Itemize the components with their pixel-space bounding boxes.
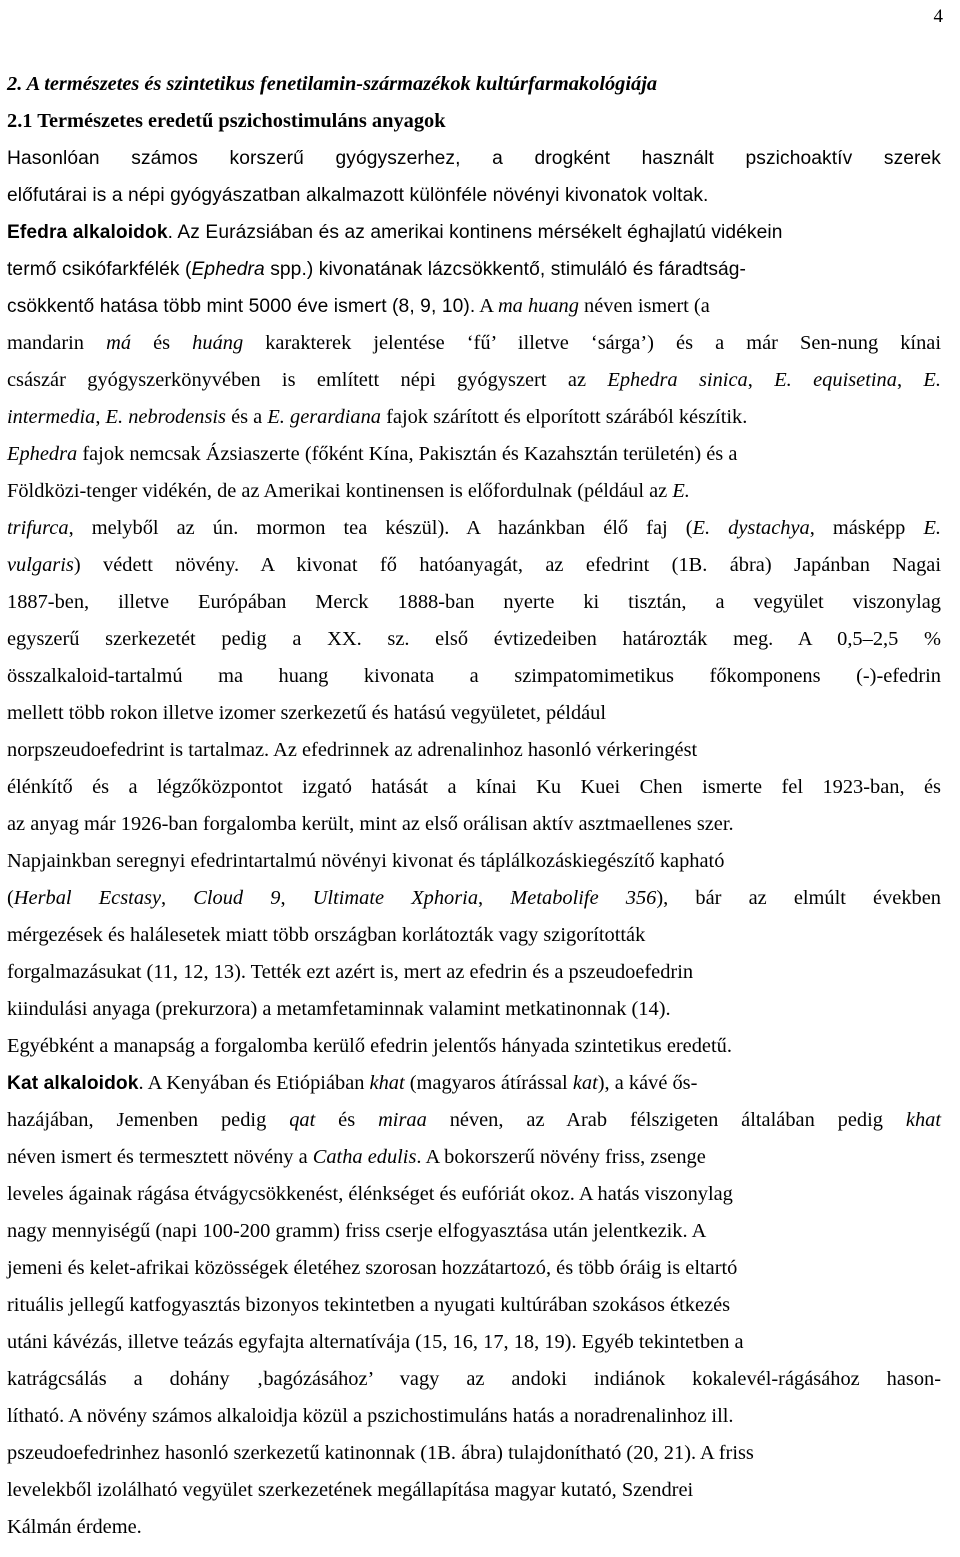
text-run: . Az Eurázsiában és az amerikai kontinens mérsékelt éghajlatú vidékein bbox=[167, 222, 783, 243]
text-run: , bbox=[747, 369, 775, 391]
text-run: néven ismert (a bbox=[578, 295, 710, 317]
text-run: A bbox=[475, 295, 498, 317]
text-line bbox=[7, 214, 941, 251]
text-run: jemeni és kelet-afrikai közösségek életéhez szorosan hozzátartozó, és több óráig is eltartó bbox=[7, 1257, 738, 1279]
text-run: E. bbox=[672, 480, 690, 502]
text-run: lítható. A növény számos alkaloidja közül a pszichostimuláns hatás a noradrenalinhoz ill. bbox=[7, 1405, 734, 1427]
text-run: E. nebrodensis bbox=[105, 406, 226, 428]
text-run: ( bbox=[7, 887, 14, 909]
text-run: , bbox=[95, 406, 106, 428]
text-line bbox=[7, 547, 941, 584]
text-line bbox=[7, 1509, 941, 1546]
text-run: előfutárai is a népi gyógyászatban alkalmazott különféle növényi kivonatok voltak. bbox=[7, 185, 709, 206]
text-line bbox=[7, 1250, 941, 1287]
text-run: Ephedra bbox=[7, 443, 78, 465]
text-run: Ephedra bbox=[191, 259, 265, 280]
text-run: katrágcsálás a dohány ‚bagózásához’ vagy az andoki indiánok kokalevél-rágásához hason- bbox=[7, 1368, 941, 1390]
text-line bbox=[7, 1102, 941, 1139]
text-run: E. equisetina bbox=[774, 369, 897, 391]
text-run: Napjainkban seregnyi efedrintartalmú növényi kivonat és táplálkozáskiegészítő kapható bbox=[7, 850, 725, 872]
text-line bbox=[7, 843, 941, 880]
text-line bbox=[7, 806, 941, 843]
text-line bbox=[7, 1213, 941, 1250]
text-run: intermedia bbox=[7, 406, 96, 428]
text-run: néven, az Arab félszigeten általában pedig bbox=[426, 1109, 906, 1131]
text-line bbox=[7, 399, 941, 436]
text-run: Kat alkaloidok bbox=[7, 1073, 139, 1094]
text-line bbox=[7, 251, 941, 288]
text-run: khat bbox=[905, 1109, 942, 1131]
text-run: 1887-ben, illetve Európában Merck 1888-ban nyerte ki tisztán, a vegyület viszonylag bbox=[7, 591, 941, 613]
body-text bbox=[7, 140, 941, 1546]
text-run: E. bbox=[923, 517, 941, 539]
text-line bbox=[7, 917, 941, 954]
text-run: élénkítő és a légzőközpontot izgató hatását a kínai Ku Kuei Chen ismerte fel 1923-ban, és bbox=[7, 776, 941, 798]
text-run: , melyből az ún. mormon tea készül). A hazánkban élő faj ( bbox=[68, 517, 693, 539]
text-run: má bbox=[106, 332, 132, 354]
subsection-heading: 2.1 Természetes eredetű pszichostimuláns anyagok bbox=[7, 110, 446, 132]
text-run: pszeudoefedrinhez hasonló szerkezetű katinonnak (1B. ábra) tulajdonítható (20, 21). A friss bbox=[7, 1442, 754, 1464]
text-run: , bbox=[896, 369, 924, 391]
text-run: miraa bbox=[378, 1109, 427, 1131]
text-run: Földközi-tenger vidékén, de az Amerikai kontinensen is előfordulnak (például az bbox=[7, 480, 673, 502]
text-line bbox=[7, 1324, 941, 1361]
text-run: az anyag már 1926-ban forgalomba került, mint az első orálisan aktív asztmaellenes szer. bbox=[7, 813, 734, 835]
text-run: rituális jellegű katfogyasztás bizonyos tekintetben a nyugati kultúrában szokásos étkezés bbox=[7, 1294, 731, 1316]
text-run: hazájában, Jemenben pedig bbox=[7, 1109, 290, 1131]
text-run: mérgezések és halálesetek miatt több országban korlátozták vagy szigorították bbox=[7, 924, 646, 946]
text-line bbox=[7, 769, 941, 806]
text-run: kiindulási anyaga (prekurzora) a metamfetaminnak valamint metkatinonnak (14). bbox=[7, 998, 671, 1020]
document-body bbox=[7, 66, 941, 1546]
text-line bbox=[7, 1028, 941, 1065]
text-run: , bbox=[280, 887, 313, 909]
text-run: ), bár az elmúlt években bbox=[656, 887, 941, 909]
text-run: , másképp bbox=[809, 517, 924, 539]
text-line bbox=[7, 362, 941, 399]
text-line bbox=[7, 695, 941, 732]
text-run: Ultimate Xphoria bbox=[312, 887, 479, 909]
text-run: norpszeudoefedrint is tartalmaz. Az efedrinnek az adrenalinhoz hasonló vérkeringést bbox=[7, 739, 698, 761]
text-line bbox=[7, 1398, 941, 1435]
text-run: khat bbox=[369, 1072, 405, 1094]
text-run: qat bbox=[289, 1109, 316, 1131]
text-line bbox=[7, 325, 941, 362]
text-line bbox=[7, 177, 941, 214]
text-run: vulgaris bbox=[7, 554, 74, 576]
text-line bbox=[7, 140, 941, 177]
text-run: ) védett növény. A kivonat fő hatóanyagát, az efedrint (1B. ábra) Japánban Nagai bbox=[73, 554, 941, 576]
text-run: levelekből izolálható vegyület szerkezetének megállapítása magyar kutató, Szendrei bbox=[7, 1479, 694, 1501]
text-line bbox=[7, 288, 941, 325]
text-line bbox=[7, 621, 941, 658]
text-run: E. gerardiana bbox=[267, 406, 381, 428]
text-run: fajok szárított és elporított szárából készítik. bbox=[381, 406, 748, 428]
text-run: és a bbox=[226, 406, 268, 428]
text-run: Herbal Ecstasy bbox=[13, 887, 161, 909]
text-run: mandarin bbox=[7, 332, 107, 354]
text-run: . A Kenyában és Etiópiában bbox=[138, 1072, 370, 1094]
page-number: 4 bbox=[933, 6, 943, 27]
text-line bbox=[7, 880, 941, 917]
text-line bbox=[7, 1176, 941, 1213]
text-line bbox=[7, 1139, 941, 1176]
text-run: . A bokorszerű növény friss, zsenge bbox=[416, 1146, 706, 1168]
text-line bbox=[7, 991, 941, 1028]
text-run: , bbox=[478, 887, 511, 909]
text-run: ), a kávé ős- bbox=[597, 1072, 698, 1094]
text-line bbox=[7, 1472, 941, 1509]
text-run: Hasonlóan számos korszerű gyógyszerhez, a drogként használt pszichoaktív szerek bbox=[7, 148, 941, 169]
text-line bbox=[7, 1287, 941, 1324]
text-run: ma huang bbox=[497, 295, 579, 317]
text-run: és bbox=[315, 1109, 379, 1131]
text-line bbox=[7, 732, 941, 769]
text-run: Cloud 9 bbox=[193, 887, 281, 909]
text-line bbox=[7, 473, 941, 510]
text-run: E. dystachya bbox=[692, 517, 810, 539]
text-run: E. bbox=[923, 369, 941, 391]
text-run: mellett több rokon illetve izomer szerkezetű és hatású vegyületet, például bbox=[7, 702, 607, 724]
text-run: Kálmán érdeme. bbox=[7, 1516, 142, 1538]
text-run: nagy mennyiségű (napi 100-200 gramm) friss cserje elfogyasztása után jelentkezik. A bbox=[7, 1220, 707, 1242]
text-run: császár gyógyszerkönyvében is említett népi gyógyszert az bbox=[7, 369, 608, 391]
text-run: , bbox=[161, 887, 194, 909]
text-run: egyszerű szerkezetét pedig a XX. sz. első évtizedeiben határozták meg. A 0,5–2,5 % bbox=[7, 628, 941, 650]
text-run: Efedra alkaloidok bbox=[7, 222, 168, 243]
text-run: kat bbox=[572, 1072, 598, 1094]
text-run: fajok nemcsak Ázsiaszerte (főként Kína, Pakisztán és Kazahsztán területén) és a bbox=[77, 443, 738, 465]
section-heading: 2. A természetes és szintetikus fenetilamin-származékok kultúrfarmakológiája bbox=[7, 73, 658, 95]
text-run: Ephedra sinica bbox=[607, 369, 748, 391]
text-run: spp.) kivonatának lázcsökkentő, stimuláló és fáradtság- bbox=[264, 259, 747, 280]
text-line bbox=[7, 1065, 941, 1102]
text-run: Catha edulis bbox=[312, 1146, 417, 1168]
text-run: leveles ágainak rágása étvágycsökkenést, élénkséget és eufóriát okoz. A hatás viszonylag bbox=[7, 1183, 733, 1205]
text-run: összalkaloid-tartalmú ma huang kivonata a szimpatomimetikus főkomponens (-)-efedrin bbox=[7, 665, 941, 687]
text-line bbox=[7, 584, 941, 621]
text-line bbox=[7, 1361, 941, 1398]
text-run: karakterek jelentése ‘fű’ illetve ‘sárga’) és a már Sen-nung kínai bbox=[243, 332, 941, 354]
text-run: Metabolife 356 bbox=[510, 887, 657, 909]
text-run: utáni kávézás, illetve teázás egyfajta alternatívája (15, 16, 17, 18, 19). Egyéb tekintetben a bbox=[7, 1331, 744, 1353]
text-run: trifurca bbox=[7, 517, 69, 539]
text-run: (magyaros átírással bbox=[404, 1072, 573, 1094]
text-line bbox=[7, 954, 941, 991]
text-run: Egyébként a manapság a forgalomba kerülő efedrin jelentős hányada szintetikus eredetű. bbox=[7, 1035, 732, 1057]
text-run: néven ismert és termesztett növény a bbox=[7, 1146, 313, 1168]
text-line bbox=[7, 1435, 941, 1472]
text-run: termő csikófarkfélék ( bbox=[7, 259, 192, 280]
text-line bbox=[7, 510, 941, 547]
text-run: huáng bbox=[192, 332, 244, 354]
text-line bbox=[7, 658, 941, 695]
text-line bbox=[7, 436, 941, 473]
text-run: forgalmazásukat (11, 12, 13). Tették ezt azért is, mert az efedrin és a pszeudoefedrin bbox=[7, 961, 694, 983]
text-run: és bbox=[131, 332, 193, 354]
text-run: csökkentő hatása több mint 5000 éve ismert (8, 9, 10). bbox=[7, 296, 476, 317]
